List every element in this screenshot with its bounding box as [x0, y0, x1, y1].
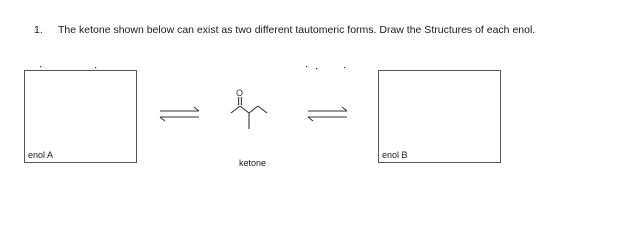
stray-dots [40, 66, 345, 69]
equilibrium-arrow-right [308, 107, 347, 121]
ketone-label: ketone [239, 158, 267, 168]
ketone-structure [231, 97, 267, 129]
question-number: 1. [34, 24, 43, 36]
equilibrium-arrow-left [160, 107, 199, 121]
enol-a-label: enol A [28, 150, 54, 160]
carbonyl-oxygen-label: O [236, 88, 244, 98]
question-prompt: The ketone shown below can exist as two different tautomeric forms. Draw the Structures of each enol. [58, 24, 536, 36]
enol-b-label: enol B [382, 150, 408, 160]
